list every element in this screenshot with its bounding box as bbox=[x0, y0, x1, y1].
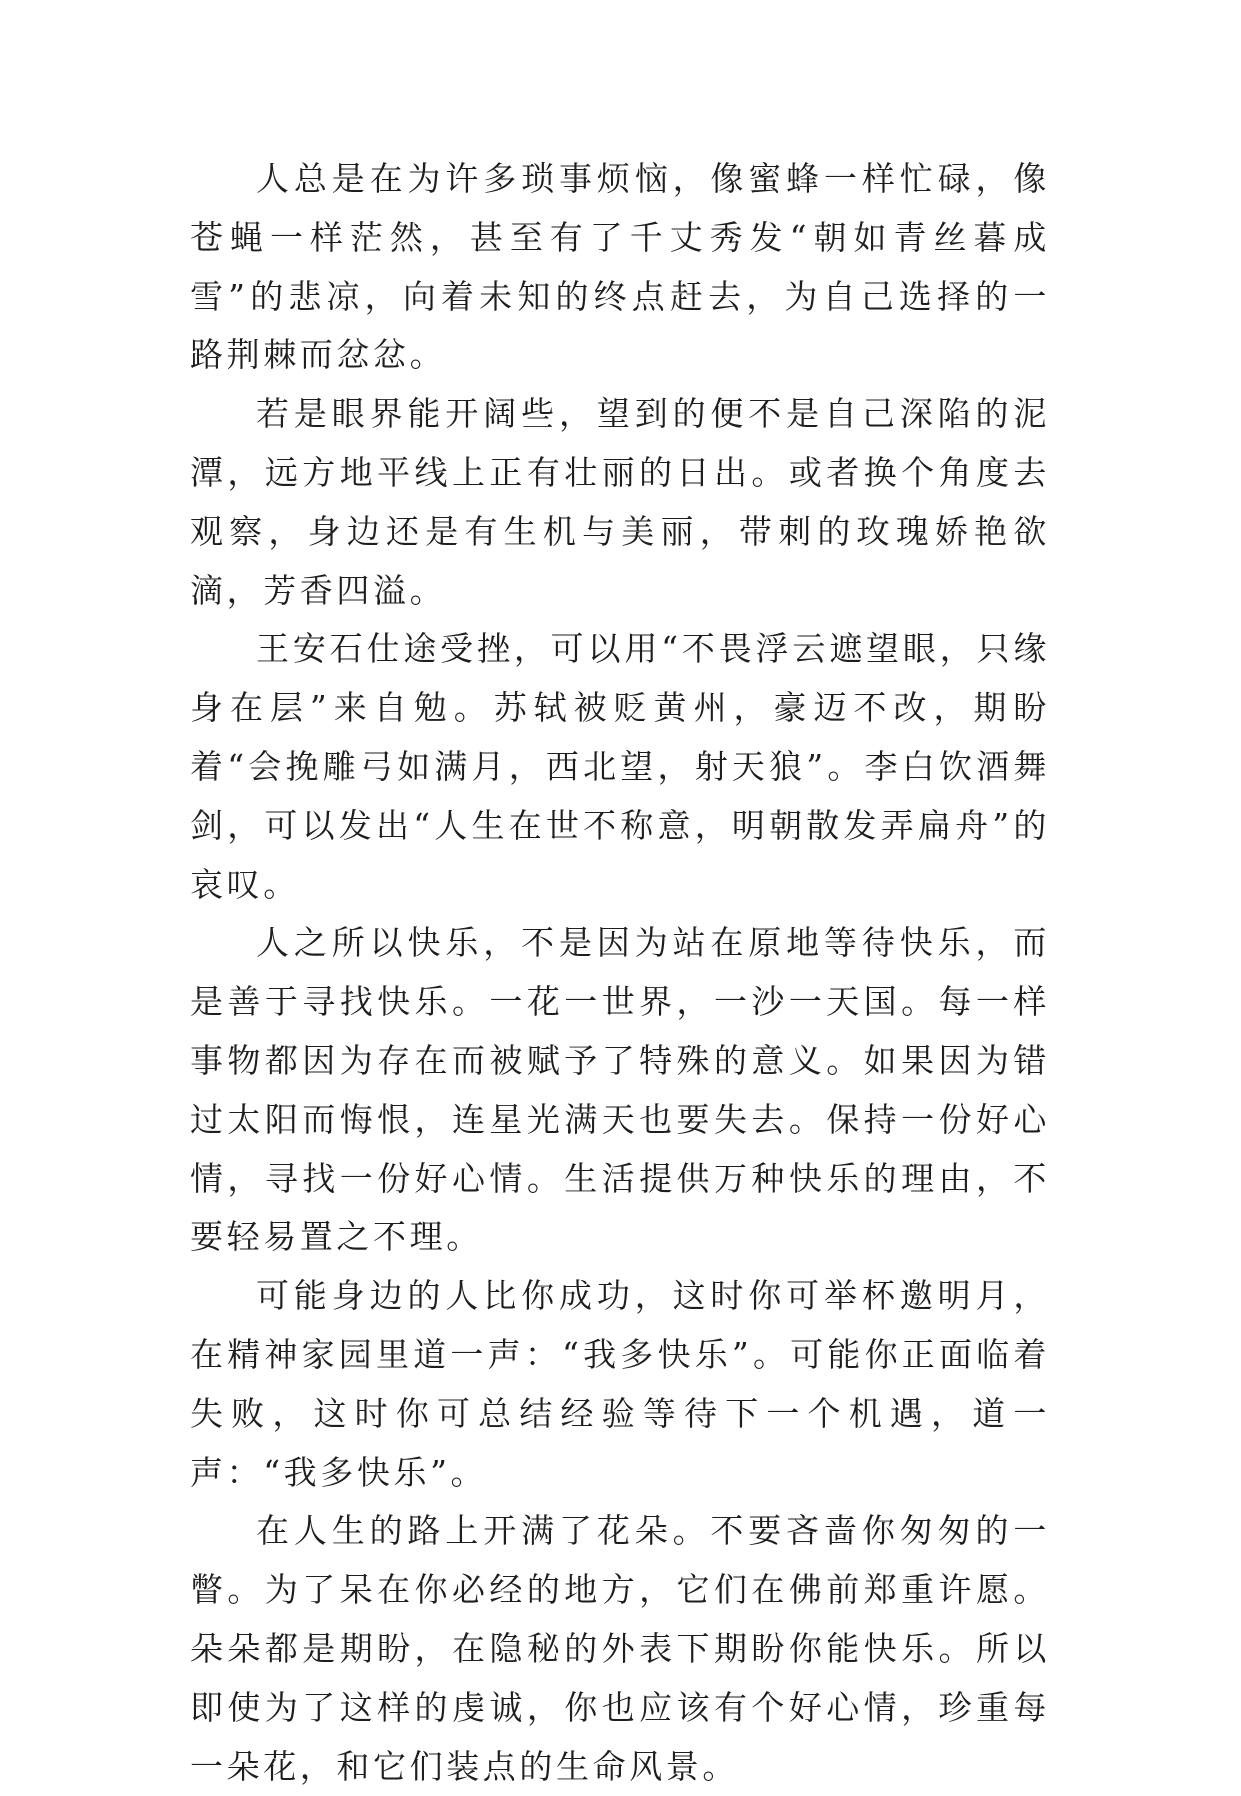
paragraph-2: 若是眼界能开阔些，望到的便不是自己深陷的泥潭，远方地平线上正有壮丽的日出。或者换个角度去观察，身边还是有生机与美丽，带刺的玫瑰娇艳欲滴，芳香四溢。 bbox=[190, 394, 1050, 610]
paragraph-6: 在人生的路上开满了花朵。不要吝啬你匆匆的一瞥。为了呆在你必经的地方，它们在佛前郑重许愿。朵朵都是期盼，在隐秘的外表下期盼你能快乐。所以即使为了这样的虔诚，你也应该有个好心情，珍重每一朵花，和它们装点的生命风景。 bbox=[190, 1511, 1050, 1786]
paragraph-3: 王安石仕途受挫，可以用“不畏浮云遮望眼，只缘身在层”来自勉。苏轼被贬黄州，豪迈不改，期盼着“会挽雕弓如满月，西北望，射天狼”。李白饮酒舞剑，可以发出“人生在世不称意，明朝散发弄扁舟”的哀叹。 bbox=[190, 629, 1050, 904]
paragraph-5: 可能身边的人比你成功，这时你可举杯邀明月，在精神家园里道一声：“我多快乐”。可能你正面临着失败，这时你可总结经验等待下一个机遇，道一声：“我多快乐”。 bbox=[190, 1276, 1050, 1492]
paragraph-4: 人之所以快乐，不是因为站在原地等待快乐，而是善于寻找快乐。一花一世界，一沙一天国。每一样事物都因为存在而被赋予了特殊的意义。如果因为错过太阳而悔恨，连星光满天也要失去。保持一份好心情，寻找一份好心情。生活提供万种快乐的理由，不要轻易置之不理。 bbox=[190, 923, 1050, 1257]
essay-body bbox=[190, 150, 1050, 1796]
paragraph-1: 人总是在为许多琐事烦恼，像蜜蜂一样忙碌，像苍蝇一样茫然，甚至有了千丈秀发“朝如青丝暮成雪”的悲凉，向着未知的终点赶去，为自己选择的一路荆棘而忿忿。 bbox=[190, 159, 1050, 375]
